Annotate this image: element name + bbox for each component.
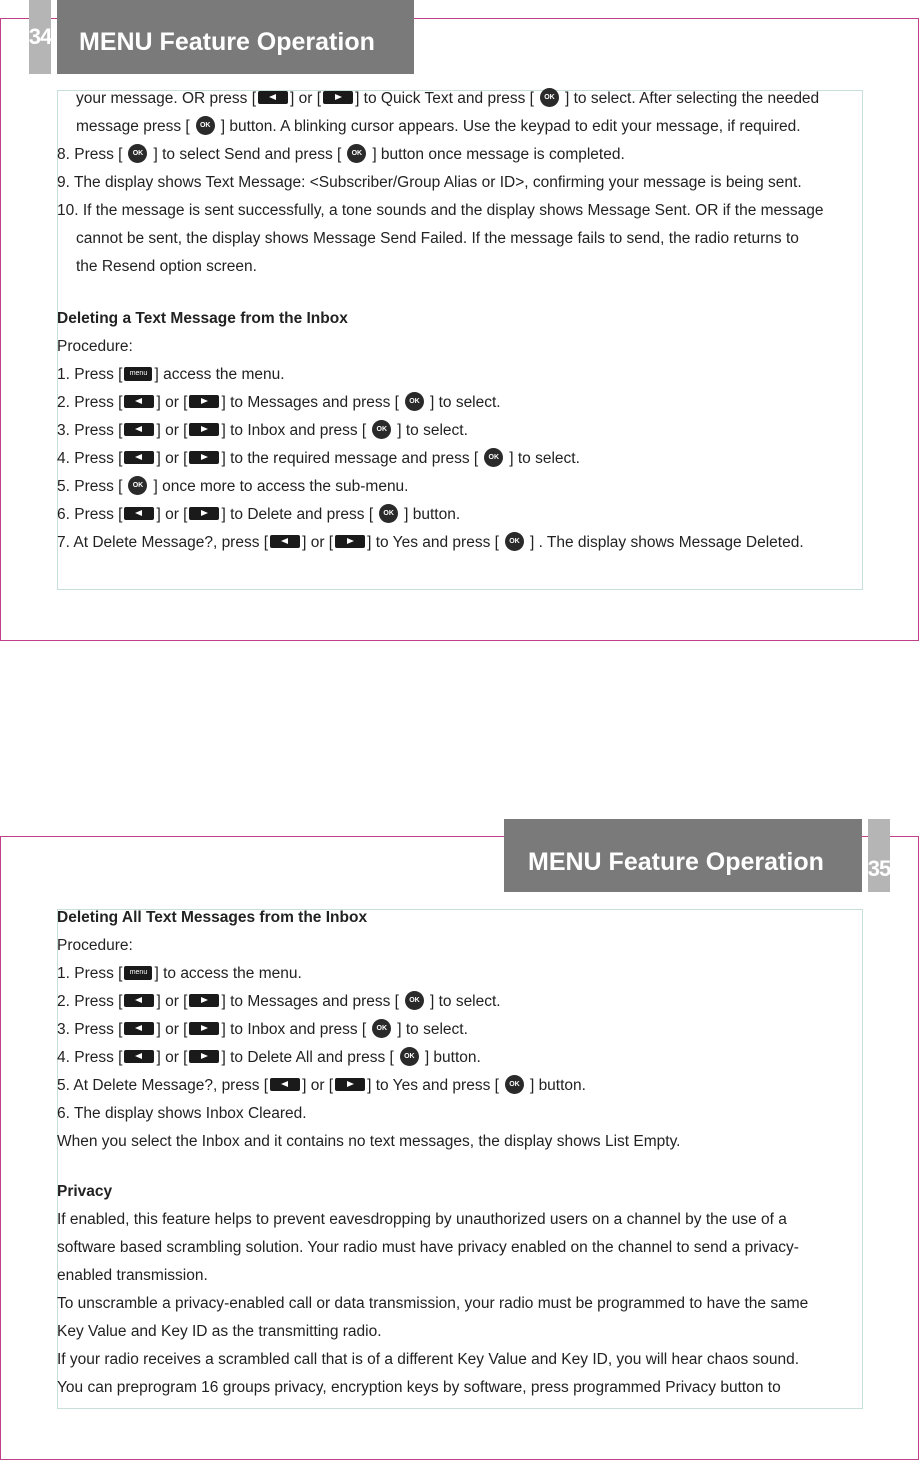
page-35-header: MENU Feature Operation (504, 819, 862, 892)
left-arrow-key-icon (124, 395, 154, 408)
step-7: 7. At Delete Message?, press [ ] or [ ] to Yes and press [ OK ] . The display shows Message Deleted. (57, 534, 804, 551)
step-2: 2. Press [ ] or [ ] to Messages and press [ OK ] to select. (57, 394, 501, 411)
ok-key-icon: OK (379, 504, 398, 523)
privacy-line: If enabled, this feature helps to prevent eavesdropping by unauthorized users on a channel by the use of a (57, 1211, 787, 1228)
left-arrow-key-icon (124, 1022, 154, 1035)
privacy-line: To unscramble a privacy-enabled call or data transmission, your radio must be programmed to have the same (57, 1295, 809, 1312)
step-2: 2. Press [ ] or [ ] to Messages and press [ OK ] to select. (57, 993, 501, 1010)
ok-key-icon: OK (405, 392, 424, 411)
left-arrow-key-icon (258, 91, 288, 104)
page-number-34: 34 (29, 0, 51, 74)
menu-key-icon: menu (124, 367, 152, 381)
step-1: 1. Press [ menu ] access the menu. (57, 366, 285, 383)
left-arrow-key-icon (124, 451, 154, 464)
ok-key-icon: OK (400, 1047, 419, 1066)
ok-key-icon: OK (505, 1075, 524, 1094)
privacy-line: enabled transmission. (57, 1267, 208, 1284)
text-line: your message. OR press [ ] or [ ] to Quick Text and press [ OK ] to select. After selecting the needed (76, 90, 820, 107)
procedure-label: Procedure: (57, 937, 133, 954)
text-line: the Resend option screen. (76, 258, 257, 275)
ok-key-icon: OK (505, 532, 524, 551)
step-5: 5. At Delete Message?, press [ ] or [ ] to Yes and press [ OK ] button. (57, 1077, 586, 1094)
left-arrow-key-icon (270, 1078, 300, 1091)
step-6: 6. Press [ ] or [ ] to Delete and press [ OK ] button. (57, 506, 461, 523)
left-arrow-key-icon (124, 423, 154, 436)
ok-key-icon: OK (405, 991, 424, 1010)
note-line: When you select the Inbox and it contains no text messages, the display shows List Empty. (57, 1133, 681, 1150)
left-arrow-key-icon (270, 535, 300, 548)
step-1: 1. Press [ menu ] to access the menu. (57, 965, 302, 982)
step-4: 4. Press [ ] or [ ] to Delete All and press [ OK ] button. (57, 1049, 481, 1066)
section-title: Deleting a Text Message from the Inbox (57, 310, 348, 327)
section-title: Deleting All Text Messages from the Inbox (57, 909, 368, 926)
menu-key-icon: menu (124, 966, 152, 980)
step-9: 9. The display shows Text Message: <Subscriber/Group Alias or ID>, confirming your message is being sent. (57, 174, 802, 191)
step-10: 10. If the message is sent successfully, a tone sounds and the display shows Message Sent. OR if the message (57, 202, 824, 219)
page-34-header: MENU Feature Operation (57, 0, 414, 74)
ok-key-icon: OK (372, 420, 391, 439)
page-number-35: 35 (868, 819, 890, 892)
left-arrow-key-icon (124, 507, 154, 520)
ok-key-icon: OK (128, 144, 147, 163)
ok-key-icon: OK (128, 476, 147, 495)
text-line: cannot be sent, the display shows Message Send Failed. If the message fails to send, the radio returns to (76, 230, 799, 247)
right-arrow-key-icon (189, 994, 219, 1007)
right-arrow-key-icon (335, 1078, 365, 1091)
left-arrow-key-icon (124, 1050, 154, 1063)
step-3: 3. Press [ ] or [ ] to Inbox and press [ OK ] to select. (57, 1021, 468, 1038)
right-arrow-key-icon (189, 395, 219, 408)
step-5: 5. Press [ OK ] once more to access the sub-menu. (57, 478, 409, 495)
step-8: 8. Press [ OK ] to select Send and press [ OK ] button once message is completed. (57, 146, 625, 163)
procedure-label: Procedure: (57, 338, 133, 355)
ok-key-icon: OK (372, 1019, 391, 1038)
ok-key-icon: OK (196, 116, 215, 135)
ok-key-icon: OK (347, 144, 366, 163)
right-arrow-key-icon (323, 91, 353, 104)
right-arrow-key-icon (189, 423, 219, 436)
right-arrow-key-icon (189, 1022, 219, 1035)
right-arrow-key-icon (335, 535, 365, 548)
step-6: 6. The display shows Inbox Cleared. (57, 1105, 307, 1122)
right-arrow-key-icon (189, 1050, 219, 1063)
step-4: 4. Press [ ] or [ ] to the required message and press [ OK ] to select. (57, 450, 580, 467)
left-arrow-key-icon (124, 994, 154, 1007)
right-arrow-key-icon (189, 451, 219, 464)
privacy-title: Privacy (57, 1183, 113, 1200)
privacy-line: Key Value and Key ID as the transmitting radio. (57, 1323, 382, 1340)
privacy-line: software based scrambling solution. Your radio must have privacy enabled on the channel to send a privacy- (57, 1239, 799, 1256)
privacy-line: You can preprogram 16 groups privacy, encryption keys by software, press programmed Privacy button to (57, 1379, 781, 1396)
step-3: 3. Press [ ] or [ ] to Inbox and press [ OK ] to select. (57, 422, 468, 439)
privacy-line: If your radio receives a scrambled call that is of a different Key Value and Key ID, you will hear chaos sound. (57, 1351, 800, 1368)
ok-key-icon: OK (540, 88, 559, 107)
ok-key-icon: OK (484, 448, 503, 467)
text-line: message press [ OK ] button. A blinking cursor appears. Use the keypad to edit your message, if required. (76, 118, 801, 135)
right-arrow-key-icon (189, 507, 219, 520)
